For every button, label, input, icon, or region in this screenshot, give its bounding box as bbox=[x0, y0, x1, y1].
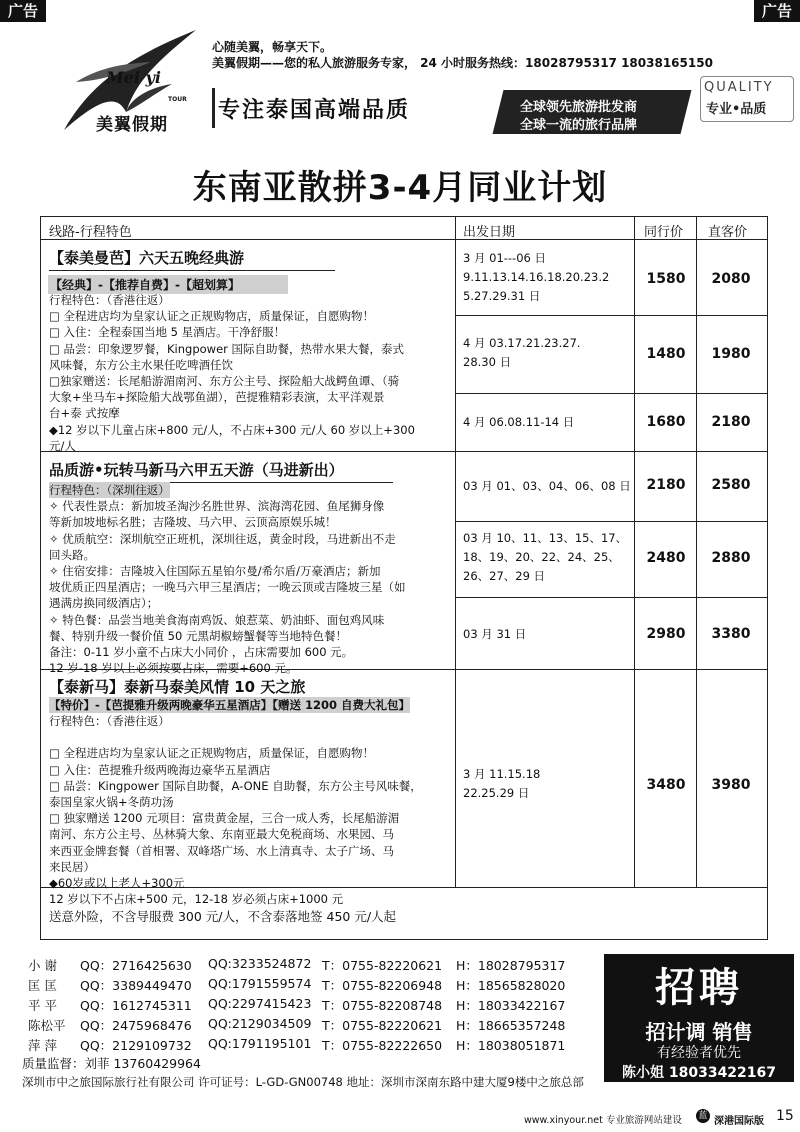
pkg2-peer-price-1: 2180 bbox=[646, 477, 686, 493]
pkg1-title: 【泰美曼芭】六天五晚经典游 bbox=[49, 247, 335, 271]
date-line: 22.25.29 日 bbox=[463, 786, 530, 800]
contact-qq2: QQ:1791195101 bbox=[208, 1036, 312, 1051]
contact-name: 平 平 bbox=[28, 998, 57, 1013]
desc-line: ◆12 岁以下儿童占床+800 元/人，不占床+300 元/人 60 岁以上+300 bbox=[49, 422, 415, 437]
ad-tag-left: 广告 bbox=[0, 0, 46, 22]
price-table bbox=[40, 216, 768, 940]
desc-line: □ 品尝：印象逻罗餐，Kingpower 国际自助餐，热带水果大餐，泰式 bbox=[49, 341, 405, 356]
pkg2-direct-price-3: 3380 bbox=[711, 626, 751, 642]
pkg2-direct-price-1: 2580 bbox=[711, 477, 751, 493]
supervisor: 质量监督：刘菲 13760429964 bbox=[22, 1056, 201, 1071]
desc-line: 元/人 bbox=[49, 438, 76, 453]
contact-qq2: QQ:1791559574 bbox=[208, 976, 312, 991]
desc-line: 备注：0-11 岁小童不占床大小同价 ，占床需要加 600 元。 bbox=[49, 645, 354, 660]
header-route: 线路-行程特色 bbox=[49, 225, 132, 240]
date-line: 9.11.13.14.16.18.20.23.2 bbox=[463, 270, 610, 284]
desc-line: 南河、东方公主号、丛林骑大象、东南亚最大免税商场、水果园、马 bbox=[49, 827, 394, 842]
logo-cn: 美翼假期 bbox=[96, 115, 168, 135]
page-title: 东南亚散拼3-4月同业计划 bbox=[192, 168, 608, 208]
pkg2-dates-1 bbox=[463, 477, 631, 496]
desc-line: 泰国皇家火锅+冬荫功汤 bbox=[49, 795, 174, 810]
quality-sub: 专业•品质 bbox=[706, 102, 767, 117]
contact-qq1: QQ：1612745311 bbox=[80, 998, 192, 1013]
row-divider bbox=[455, 597, 767, 598]
contact-tel: T：0755-82206948 bbox=[322, 978, 443, 993]
pkg3-tags: 【特价】-【芭提雅升级两晚豪华五星酒店】【赠送 1200 自费大礼包】 bbox=[49, 698, 411, 712]
contact-mobile: H：18038051871 bbox=[456, 1038, 566, 1053]
date-line: 03 月 31 日 bbox=[463, 627, 527, 641]
header-line1: 心随美翼，畅享天下。 bbox=[212, 40, 333, 54]
bottom-site: www.xinyour.net 专业旅游网站建设 bbox=[524, 1115, 682, 1126]
desc-line: □ 独家赠送 1200 元项目：富贵黄金屋，三合一成人秀，长尾船游湄 bbox=[49, 811, 400, 826]
contact-qq1: QQ：2129109732 bbox=[80, 1038, 192, 1053]
desc-line: 行程特色：（深圳往返） bbox=[49, 483, 170, 497]
pkg1-tags: 【经典】-【推荐自费】-【超划算】 bbox=[48, 275, 288, 294]
date-line: 5.27.29.31 日 bbox=[463, 289, 541, 303]
header-peer-price: 同行价 bbox=[644, 225, 684, 240]
date-line: 4 月 03.17.21.23.27. bbox=[463, 336, 581, 350]
contact-mobile: H：18028795317 bbox=[456, 958, 566, 973]
desc-line: 大象+坐马车+探险船大战鄂鱼湖），芭提雅精彩表演，太平洋观景 bbox=[49, 390, 385, 405]
desc-line: 行程特色：（香港往返） bbox=[49, 293, 170, 307]
desc-line bbox=[49, 729, 453, 745]
desc-line: 12 岁-18 岁以上必须按要占床，需要+600 元。 bbox=[49, 661, 298, 676]
desc-line: 坡优质正四星酒店；一晚马六甲三星酒店；一晚云顶或吉隆坡三星（如 bbox=[49, 580, 406, 595]
slogan: 专注泰国高端品质 bbox=[218, 98, 411, 123]
desc-line: ✧ 住宿安排：吉隆坡入住国际五星铂尔曼/希尔盾/万豪酒店；新加 bbox=[49, 564, 381, 579]
contact-qq1: QQ：2475968476 bbox=[80, 1018, 192, 1033]
pkg1-peer-price-3: 1680 bbox=[646, 414, 686, 430]
pkg1-description bbox=[49, 292, 449, 454]
pkg2-description bbox=[49, 482, 453, 676]
desc-line: 等新加坡地标名胜；吉隆坡、马六甲、云顶高原娱乐城！ bbox=[49, 515, 337, 530]
pkg3-dates-1 bbox=[463, 765, 540, 803]
ribbon-line1: 全球领先旅游批发商 bbox=[520, 100, 638, 115]
recruit-title: 招聘 bbox=[655, 965, 743, 1011]
pkg1-direct-price-1: 2080 bbox=[711, 271, 751, 287]
date-line: 18、19、20、22、24、25、 bbox=[463, 550, 620, 564]
date-line: 03 月 10、11、13、15、17、 bbox=[463, 531, 628, 545]
contact-tel: T：0755-82208748 bbox=[322, 998, 443, 1013]
desc-line: 台+泰 式按摩 bbox=[49, 406, 120, 421]
contact-tel: T：0755-82220621 bbox=[322, 958, 443, 973]
contact-name: 陈松平 bbox=[28, 1018, 66, 1033]
desc-line: □ 全程进店均为皇家认证之正规购物店，质量保证，自愿购物！ bbox=[49, 309, 375, 324]
pkg1-direct-price-3: 2180 bbox=[711, 414, 751, 430]
pkg2-peer-price-3: 2980 bbox=[646, 626, 686, 642]
recruit-role: 招计调 销售 bbox=[645, 1020, 753, 1044]
contact-mobile: H：18665357248 bbox=[456, 1018, 566, 1033]
desc-line: 风味餐，东方公主水果任吃啤酒任饮 bbox=[49, 357, 233, 372]
header-direct-price: 直客价 bbox=[708, 225, 748, 240]
bottom-brand: 深港国际版 bbox=[714, 1116, 764, 1127]
header-line2: 美翼假期——您的私人旅游服务专家， 24 小时服务热线：18028795317 18038165150 bbox=[212, 56, 713, 70]
pkg3-direct-price-1: 3980 bbox=[711, 777, 751, 793]
pkg2-dates-3 bbox=[463, 625, 526, 644]
logo-tour: TOUR bbox=[168, 96, 187, 103]
recruit-req: 有经验者优先 bbox=[657, 1045, 741, 1061]
date-line: 28.30 日 bbox=[463, 355, 512, 369]
ribbon-line2: 全球一流的旅行品牌 bbox=[520, 118, 638, 133]
edition-badge-icon: 蓝 bbox=[696, 1109, 710, 1123]
contact-qq1: QQ：3389449470 bbox=[80, 978, 192, 993]
page-number: 15 bbox=[776, 1108, 794, 1124]
contact-qq2: QQ:2129034509 bbox=[208, 1016, 312, 1031]
desc-line: ✧ 代表性景点：新加坡圣淘沙名胜世界、滨海湾花园、鱼尾狮身像 bbox=[49, 499, 385, 514]
row-divider bbox=[455, 315, 767, 316]
pkg2-direct-price-2: 2880 bbox=[711, 550, 751, 566]
recruit-contact: 陈小姐 18033422167 bbox=[621, 1065, 777, 1081]
desc-line: 行程特色：（香港往返） bbox=[49, 714, 170, 729]
desc-line: 来西亚金牌套餐（首相署、双峰塔广场、水上清真寺、太子广场、马 bbox=[49, 843, 394, 858]
row-divider bbox=[455, 393, 767, 394]
contact-tel: T：0755-82222650 bbox=[322, 1038, 443, 1053]
company-info: 深圳市中之旅国际旅行社有限公司 许可证号：L-GD-GN00748 地址：深圳市深南东路中建大厦9楼中之旅总部 bbox=[22, 1075, 584, 1089]
contact-name: 萍 萍 bbox=[28, 1038, 57, 1053]
pkg3-description bbox=[49, 697, 453, 907]
pkg1-dates-3 bbox=[463, 413, 574, 432]
row-divider bbox=[455, 521, 767, 522]
contact-qq2: QQ:3233524872 bbox=[208, 956, 312, 971]
recruit-box bbox=[604, 954, 794, 1082]
desc-line: □ 全程进店均为皇家认证之正规购物店，质量保证，自愿购物！ bbox=[49, 746, 375, 761]
quality-label: QUALITY bbox=[704, 80, 774, 95]
contact-mobile: H：18565828020 bbox=[456, 978, 566, 993]
pkg1-direct-price-2: 1980 bbox=[711, 346, 751, 362]
date-line: 3 月 01---06 日 bbox=[463, 251, 546, 265]
pkg2-peer-price-2: 2480 bbox=[646, 550, 686, 566]
desc-line: ✧ 特色餐：品尝当地美食海南鸡饭、娘惹菜、奶油虾、面包鸡风味 bbox=[49, 612, 385, 627]
desc-line: 回头路。 bbox=[49, 547, 95, 562]
col-divider bbox=[455, 217, 456, 887]
desc-line: 遇满房换同级酒店）； bbox=[49, 596, 159, 611]
desc-line: □ 品尝：Kingpower 国际自助餐，A-ONE 自助餐，东方公主号风味餐， bbox=[49, 778, 422, 793]
desc-line: 来民居） bbox=[49, 859, 95, 874]
pkg3-peer-price-1: 3480 bbox=[646, 777, 686, 793]
pkg3-title: 【泰新马】泰新马泰美风情 10 天之旅 bbox=[49, 676, 347, 700]
pkg1-dates-2 bbox=[463, 334, 581, 372]
pkg2-title: 品质游•玩转马新马六甲五天游（马进新出） bbox=[49, 459, 393, 483]
contact-qq1: QQ：2716425630 bbox=[80, 958, 192, 973]
contact-name: 小 谢 bbox=[28, 958, 57, 973]
desc-line: ✧ 优质航空：深圳航空正班机，深圳往返，黄金时段，马进新出不走 bbox=[49, 531, 396, 546]
desc-line: 餐、特别升级一餐价值 50 元黑胡椒螃蟹餐等当地特色餐！ bbox=[49, 628, 347, 643]
contact-tel: T：0755-82220621 bbox=[322, 1018, 443, 1033]
date-line: 3 月 11.15.18 bbox=[463, 767, 541, 781]
contact-mobile: H：18033422167 bbox=[456, 998, 566, 1013]
pkg1-peer-price-1: 1580 bbox=[646, 271, 686, 287]
date-line: 03 月 01、03、04、06、08 日 bbox=[463, 479, 631, 493]
date-line: 26、27、29 日 bbox=[463, 569, 546, 583]
desc-line: ◆60岁或以上老人+300元 bbox=[49, 876, 185, 891]
ad-tag-right: 广告 bbox=[754, 0, 800, 22]
desc-line: 12 岁以下不占床+500 元，12-18 岁必须占床+1000 元 bbox=[49, 892, 344, 907]
pkg2-dates-2 bbox=[463, 529, 627, 586]
date-line: 4 月 06.08.11-14 日 bbox=[463, 415, 575, 429]
pkg1-peer-price-2: 1480 bbox=[646, 346, 686, 362]
contact-qq2: QQ:2297415423 bbox=[208, 996, 312, 1011]
desc-line: □ 入住：全程泰国当地 5 星酒店。干净舒服！ bbox=[49, 325, 286, 340]
header-date: 出发日期 bbox=[463, 225, 516, 240]
contact-name: 匡 匡 bbox=[28, 978, 57, 993]
desc-line: □独家赠送：长尾船游湄南河、东方公主号、探险船大战鳄鱼谭、（骑 bbox=[49, 374, 400, 389]
logo-script: Mei yi bbox=[106, 68, 161, 87]
desc-line: □ 入住：芭提雅升级两晚海边豪华五星酒店 bbox=[49, 762, 271, 777]
table-footnote: 送意外险，不含导服费 300 元/人，不含泰落地签 450 元/人起 bbox=[49, 909, 397, 924]
pkg1-dates-1 bbox=[463, 249, 609, 306]
